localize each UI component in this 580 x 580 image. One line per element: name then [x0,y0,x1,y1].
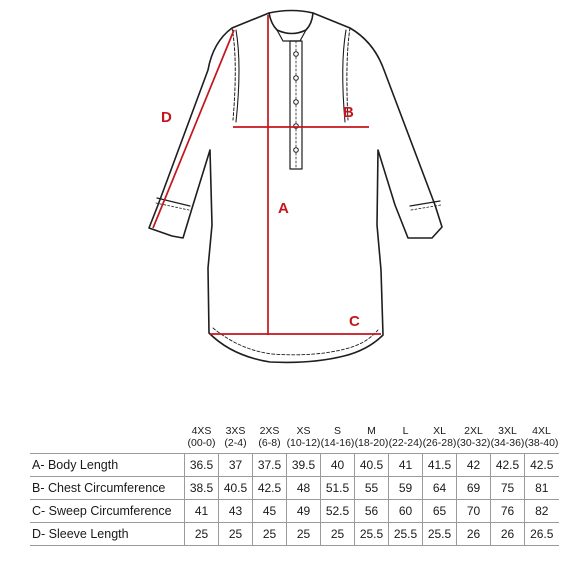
measurement-value: 37.5 [253,454,287,477]
size-range: (18-20) [354,437,389,449]
size-column-header [321,425,355,454]
measurement-value: 41 [185,500,219,523]
measurement-value: 81 [525,477,559,500]
measure-d-line [153,30,234,228]
size-name: XL [433,425,446,437]
button [294,100,299,105]
size-range: (00-0) [187,437,216,449]
measurement-value: 41.5 [423,454,457,477]
measurement-value: 36.5 [185,454,219,477]
measure-c-label: C [349,313,360,330]
measurement-label: A- Body Length [30,454,185,477]
measure-b-label: B [343,104,354,121]
measurement-value: 43 [219,500,253,523]
size-range: (38-40) [524,437,559,449]
table-row [30,500,559,523]
measurement-value: 39.5 [287,454,321,477]
size-column-header [423,425,457,454]
measurement-value: 69 [457,477,491,500]
measurement-value: 25.5 [389,523,423,546]
measurement-value: 59 [389,477,423,500]
size-column-header [253,425,287,454]
measurement-value: 25 [219,523,253,546]
measurement-value: 51.5 [321,477,355,500]
size-name: L [402,425,409,437]
button [294,76,299,81]
size-range: (30-32) [456,437,491,449]
measurement-value: 42.5 [525,454,559,477]
table-row [30,454,559,477]
size-name: M [367,425,376,437]
measurement-value: 37 [219,454,253,477]
measurement-value: 25 [185,523,219,546]
button [294,148,299,153]
measurement-value: 26.5 [525,523,559,546]
size-range: (34-36) [490,437,525,449]
measurement-value: 76 [491,500,525,523]
measurement-value: 40 [321,454,355,477]
measurement-label: C- Sweep Circumference [30,500,185,523]
table-row [30,477,559,500]
measurement-value: 41 [389,454,423,477]
size-name: 2XS [259,425,280,437]
measurement-value: 25.5 [355,523,389,546]
measurement-value: 49 [287,500,321,523]
table-row [30,523,559,546]
measurement-value: 40.5 [219,477,253,500]
size-range: (22-24) [388,437,423,449]
measure-d-label: D [161,109,172,126]
size-name: XS [296,425,311,437]
measurement-label: D- Sleeve Length [30,523,185,546]
measurement-value: 40.5 [355,454,389,477]
measurement-value: 25.5 [423,523,457,546]
size-name: 3XS [225,425,246,437]
size-name: S [333,425,341,437]
measurement-value: 82 [525,500,559,523]
measurement-value: 64 [423,477,457,500]
size-name: 2XL [464,425,483,437]
measurement-value: 55 [355,477,389,500]
measurement-value: 26 [491,523,525,546]
measurement-value: 60 [389,500,423,523]
measurement-value: 70 [457,500,491,523]
size-name: 4XL [532,425,551,437]
size-column-header [525,425,559,454]
measurement-value: 56 [355,500,389,523]
measurement-value: 25 [321,523,355,546]
size-column-header [219,425,253,454]
size-column-header [457,425,491,454]
size-column-header [355,425,389,454]
measurement-value: 45 [253,500,287,523]
size-column-header [389,425,423,454]
measurement-value: 38.5 [185,477,219,500]
measurement-value: 42.5 [491,454,525,477]
measurement-value: 42.5 [253,477,287,500]
measurement-value: 65 [423,500,457,523]
garment-outline [149,13,442,362]
measurement-value: 25 [287,523,321,546]
size-range: (14-16) [320,437,355,449]
measurement-value: 26 [457,523,491,546]
size-range: (6-8) [258,437,281,449]
measure-a-label: A [278,200,289,217]
measurement-value: 48 [287,477,321,500]
size-column-header [185,425,219,454]
size-header-row [30,425,559,454]
button [294,52,299,57]
size-name: 4XS [191,425,212,437]
size-range: (26-28) [422,437,457,449]
size-name: 3XL [498,425,517,437]
measurement-value: 25 [253,523,287,546]
size-range: (2-4) [224,437,247,449]
measurement-value: 75 [491,477,525,500]
measurement-label: B- Chest Circumference [30,477,185,500]
size-column-header [491,425,525,454]
size-column-header [287,425,321,454]
size-range: (10-12) [286,437,321,449]
measurement-value: 52.5 [321,500,355,523]
measurement-value: 42 [457,454,491,477]
size-chart-table [30,425,559,546]
